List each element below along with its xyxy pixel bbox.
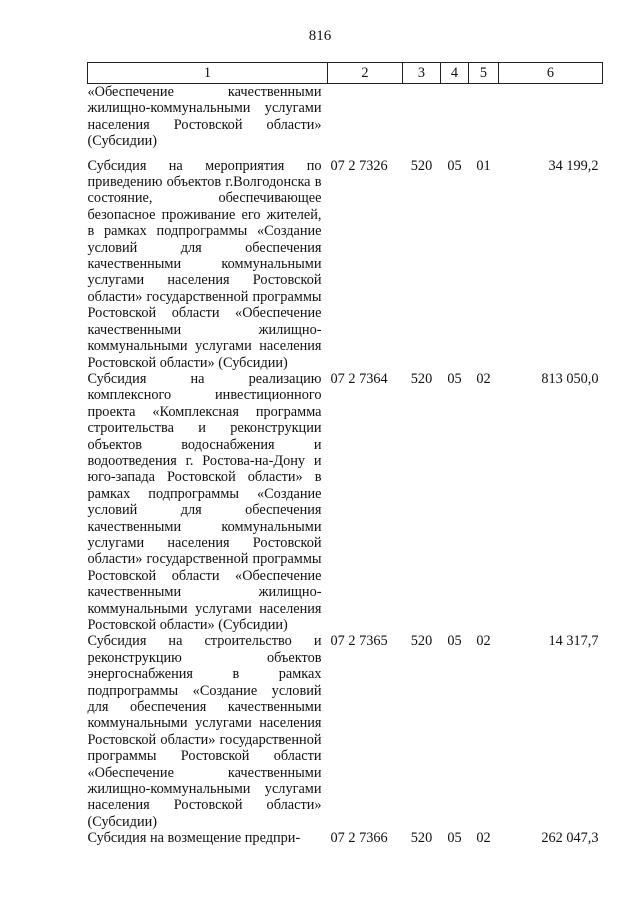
row-amount: 34 199,2: [548, 157, 599, 174]
table-header-row: [88, 63, 603, 84]
row-target-code: 07 2 7365: [330, 633, 388, 650]
row-target-code: 07 2 7326: [330, 157, 388, 174]
row-expense-type: 520: [410, 370, 433, 387]
column-header-6: 6: [499, 63, 603, 84]
page-number: 816: [308, 28, 332, 44]
row-description: Субсидия на реализацию комплексного инвестиционного проекта «Комплексная программа строительства и реконструкции объектов водоснабжения и водоотведения г. Ростова-на-Дону и юго-запада Ростовской области» в рамках подпрограммы «Создание условий для обеспечения качественными коммунальными услугами населения Ростовской области» государственной программы Ростовской области «Обеспечение качественными жилищно-коммунальными услугами населения Ростовской области» (Субсидии): [87, 370, 322, 633]
table-row: [88, 371, 603, 634]
row-expense-type: 520: [410, 633, 433, 650]
row-expense-type: 520: [410, 157, 433, 174]
row-target-code: 07 2 7366: [330, 830, 388, 847]
column-header-1: 1: [88, 63, 328, 84]
row-subsection: 02: [476, 370, 491, 387]
row-amount: 14 317,7: [548, 633, 599, 650]
column-header-3: 3: [403, 63, 441, 84]
row-subsection: 02: [476, 830, 491, 847]
row-section: 05: [447, 633, 462, 650]
row-section: 05: [447, 157, 462, 174]
row-section: 05: [447, 370, 462, 387]
row-description: Субсидия на возмещение предпри-: [87, 830, 301, 847]
row-expense-type: 520: [410, 830, 433, 847]
column-header-2: 2: [328, 63, 403, 84]
table-row: [88, 158, 603, 371]
row-subsection: 02: [476, 633, 491, 650]
continuation-description: «Обеспечение качественными жилищно-коммунальными услугами населения Ростовской области» (Субсидии): [87, 84, 322, 150]
column-header-5: 5: [469, 63, 499, 84]
table-row: [88, 633, 603, 830]
table-row: [88, 830, 603, 846]
continuation-row: [88, 84, 603, 158]
budget-table: [87, 62, 603, 847]
row-description: Субсидия на строительство и реконструкцию объектов энергоснабжения в рамках подпрограммы «Создание условий для обеспечения качественными коммунальными услугами населения Ростовской области» государственной программы Ростовской области «Обеспечение качественными жилищно-коммунальными услугами населения Ростовской области» (Субсидии): [87, 633, 322, 830]
row-description: Субсидия на мероприятия по приведению объектов г.Волгодонска в состояние, обеспечивающее безопасное проживание его жителей, в рамках подпрограммы «Создание условий для обеспечения качественными коммунальными услугами населения Ростовской области» государственной программы Ростовской области «Обеспечение качественными жилищно-коммунальными услугами населения Ростовской области» (Субсидии): [87, 157, 322, 371]
row-amount: 813 050,0: [541, 370, 599, 387]
row-section: 05: [447, 830, 462, 847]
row-amount: 262 047,3: [541, 830, 599, 847]
row-target-code: 07 2 7364: [330, 370, 388, 387]
row-subsection: 01: [476, 157, 491, 174]
column-header-4: 4: [441, 63, 469, 84]
